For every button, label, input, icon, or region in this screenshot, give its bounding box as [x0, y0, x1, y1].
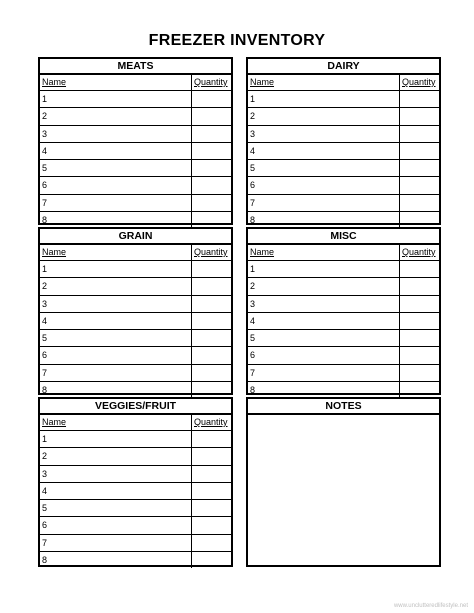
- dairy-table: [246, 57, 441, 225]
- row-quantity-cell[interactable]: [192, 448, 231, 464]
- row-quantity-cell[interactable]: [192, 483, 231, 499]
- table-row: [40, 535, 231, 552]
- row-quantity-cell[interactable]: [192, 108, 231, 124]
- table-row: [248, 261, 439, 278]
- row-name-cell[interactable]: 2: [40, 448, 192, 464]
- row-name-cell[interactable]: 7: [40, 365, 192, 381]
- table-row: [248, 296, 439, 313]
- table-row: [40, 517, 231, 534]
- row-quantity-cell[interactable]: [192, 143, 231, 159]
- dairy-rows: [248, 91, 439, 228]
- row-quantity-cell[interactable]: [400, 177, 439, 193]
- table-row: [40, 296, 231, 313]
- notes-box: [246, 397, 441, 567]
- row-name-cell[interactable]: 5: [40, 330, 192, 346]
- table-row: [40, 466, 231, 483]
- veggies-rows: [40, 431, 231, 568]
- row-quantity-cell[interactable]: [192, 160, 231, 176]
- row-quantity-cell[interactable]: [400, 160, 439, 176]
- table-row: [248, 278, 439, 295]
- row-quantity-cell[interactable]: [192, 91, 231, 107]
- row-quantity-cell[interactable]: [400, 126, 439, 142]
- table-row: [40, 177, 231, 194]
- grain-header: GRAIN: [40, 229, 231, 245]
- row-quantity-cell[interactable]: [192, 535, 231, 551]
- name-column-header: Name: [248, 75, 400, 90]
- row-quantity-cell[interactable]: [192, 517, 231, 533]
- table-row: [40, 91, 231, 108]
- table-row: [248, 177, 439, 194]
- row-name-cell[interactable]: 6: [40, 347, 192, 363]
- row-name-cell[interactable]: 1: [40, 91, 192, 107]
- table-row: [40, 278, 231, 295]
- quantity-column-header: Quantity: [402, 247, 436, 257]
- row-quantity-cell[interactable]: [400, 212, 439, 228]
- footer-url: www.unclutteredlifestyle.net: [393, 603, 468, 609]
- quantity-column-header: Quantity: [194, 77, 228, 87]
- row-name-cell[interactable]: 3: [40, 296, 192, 312]
- row-quantity-cell[interactable]: [192, 365, 231, 381]
- row-quantity-cell[interactable]: [400, 296, 439, 312]
- table-row: [40, 126, 231, 143]
- table-row: [248, 143, 439, 160]
- row-quantity-cell[interactable]: [192, 466, 231, 482]
- table-row: [40, 160, 231, 177]
- row-name-cell[interactable]: 7: [248, 195, 400, 211]
- row-quantity-cell[interactable]: [400, 261, 439, 277]
- table-row: [40, 347, 231, 364]
- veggies-column-headers: [40, 415, 231, 431]
- quantity-column-header: Quantity: [194, 417, 228, 427]
- row-name-cell[interactable]: 5: [40, 500, 192, 516]
- name-column-header: Name: [248, 245, 400, 260]
- row-name-cell[interactable]: 1: [248, 91, 400, 107]
- table-row: [248, 91, 439, 108]
- row-quantity-cell[interactable]: [400, 330, 439, 346]
- misc-rows: [248, 261, 439, 398]
- row-quantity-cell[interactable]: [192, 212, 231, 228]
- row-name-cell[interactable]: 3: [248, 296, 400, 312]
- row-name-cell[interactable]: 3: [40, 466, 192, 482]
- row-name-cell[interactable]: 3: [248, 126, 400, 142]
- table-row: [248, 365, 439, 382]
- row-name-cell[interactable]: 7: [40, 535, 192, 551]
- page-title: FREEZER INVENTORY: [148, 32, 326, 49]
- row-name-cell[interactable]: 5: [40, 160, 192, 176]
- meats-header: MEATS: [40, 59, 231, 75]
- meats-column-headers: [40, 75, 231, 91]
- row-quantity-cell[interactable]: [192, 552, 231, 568]
- row-name-cell[interactable]: 4: [248, 143, 400, 159]
- table-row: [248, 313, 439, 330]
- row-quantity-cell[interactable]: [192, 126, 231, 142]
- row-name-cell[interactable]: 8: [40, 552, 192, 568]
- row-name-cell[interactable]: 2: [40, 278, 192, 294]
- row-quantity-cell[interactable]: [192, 347, 231, 363]
- row-name-cell[interactable]: 4: [248, 313, 400, 329]
- row-name-cell[interactable]: 8: [40, 212, 192, 228]
- row-name-cell[interactable]: 5: [248, 160, 400, 176]
- table-row: [40, 212, 231, 228]
- notes-header: NOTES: [248, 399, 439, 415]
- row-name-cell[interactable]: 5: [248, 330, 400, 346]
- table-row: [40, 330, 231, 347]
- misc-table: [246, 227, 441, 395]
- table-row: [248, 126, 439, 143]
- grain-table: [38, 227, 233, 395]
- row-quantity-cell[interactable]: [400, 195, 439, 211]
- row-quantity-cell[interactable]: [192, 177, 231, 193]
- table-row: [40, 108, 231, 125]
- row-name-cell[interactable]: 4: [40, 143, 192, 159]
- table-row: [40, 500, 231, 517]
- row-quantity-cell[interactable]: [192, 296, 231, 312]
- row-name-cell[interactable]: 2: [248, 108, 400, 124]
- grain-column-headers: [40, 245, 231, 261]
- table-row: [248, 330, 439, 347]
- row-name-cell[interactable]: 7: [40, 195, 192, 211]
- notes-area[interactable]: [248, 415, 439, 565]
- name-column-header: Name: [40, 75, 192, 90]
- row-name-cell[interactable]: 1: [40, 431, 192, 447]
- table-row: [248, 195, 439, 212]
- misc-column-headers: [248, 245, 439, 261]
- table-row: [40, 382, 231, 398]
- row-name-cell[interactable]: 6: [248, 177, 400, 193]
- name-column-header: Name: [40, 245, 192, 260]
- row-quantity-cell[interactable]: [400, 382, 439, 398]
- row-quantity-cell[interactable]: [400, 143, 439, 159]
- table-row: [40, 365, 231, 382]
- dairy-column-headers: [248, 75, 439, 91]
- table-row: [248, 382, 439, 398]
- row-name-cell[interactable]: 6: [40, 177, 192, 193]
- table-row: [248, 160, 439, 177]
- grain-rows: [40, 261, 231, 398]
- table-row: [40, 431, 231, 448]
- table-row: [40, 552, 231, 568]
- table-row: [248, 212, 439, 228]
- row-quantity-cell[interactable]: [400, 365, 439, 381]
- row-quantity-cell[interactable]: [192, 500, 231, 516]
- meats-rows: [40, 91, 231, 228]
- row-name-cell[interactable]: 3: [40, 126, 192, 142]
- row-quantity-cell[interactable]: [192, 278, 231, 294]
- row-quantity-cell[interactable]: [192, 195, 231, 211]
- veggies-header: VEGGIES/FRUIT: [40, 399, 231, 415]
- row-quantity-cell[interactable]: [192, 330, 231, 346]
- row-name-cell[interactable]: 7: [248, 365, 400, 381]
- table-row: [40, 483, 231, 500]
- table-row: [40, 313, 231, 330]
- row-quantity-cell[interactable]: [400, 278, 439, 294]
- row-name-cell[interactable]: 2: [248, 278, 400, 294]
- row-quantity-cell[interactable]: [192, 431, 231, 447]
- row-quantity-cell[interactable]: [192, 261, 231, 277]
- row-name-cell[interactable]: 1: [40, 261, 192, 277]
- misc-header: MISC: [248, 229, 439, 245]
- row-name-cell[interactable]: 8: [40, 382, 192, 398]
- quantity-column-header: Quantity: [194, 247, 228, 257]
- row-name-cell[interactable]: 4: [40, 313, 192, 329]
- table-row: [40, 448, 231, 465]
- row-quantity-cell[interactable]: [400, 313, 439, 329]
- row-quantity-cell[interactable]: [192, 382, 231, 398]
- row-quantity-cell[interactable]: [400, 91, 439, 107]
- table-row: [248, 347, 439, 364]
- meats-table: [38, 57, 233, 225]
- table-row: [40, 195, 231, 212]
- row-name-cell[interactable]: 6: [40, 517, 192, 533]
- name-column-header: Name: [40, 415, 192, 430]
- table-row: [40, 143, 231, 160]
- row-name-cell[interactable]: 4: [40, 483, 192, 499]
- row-quantity-cell[interactable]: [192, 313, 231, 329]
- row-name-cell[interactable]: 8: [248, 382, 400, 398]
- row-name-cell[interactable]: 6: [248, 347, 400, 363]
- table-row: [40, 261, 231, 278]
- quantity-column-header: Quantity: [402, 77, 436, 87]
- veggies-table: [38, 397, 233, 567]
- row-name-cell[interactable]: 1: [248, 261, 400, 277]
- row-quantity-cell[interactable]: [400, 347, 439, 363]
- dairy-header: DAIRY: [248, 59, 439, 75]
- row-name-cell[interactable]: 2: [40, 108, 192, 124]
- row-quantity-cell[interactable]: [400, 108, 439, 124]
- table-row: [248, 108, 439, 125]
- row-name-cell[interactable]: 8: [248, 212, 400, 228]
